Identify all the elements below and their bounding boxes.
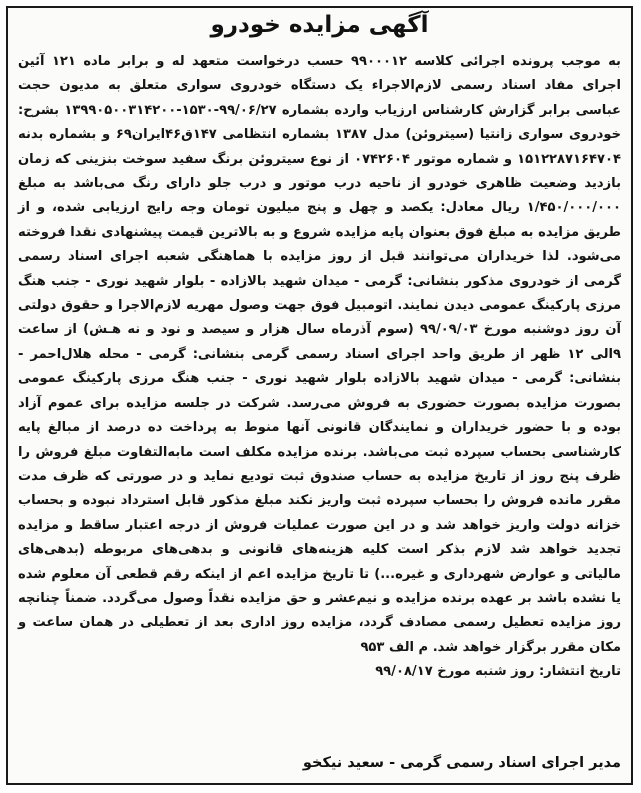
- notice-title: آگهی مزایده خودرو: [210, 12, 429, 38]
- notice-frame: [6, 6, 633, 785]
- notice-signature: مدیر اجرای اسناد رسمی گرمی - سعید نیکخو: [302, 755, 621, 771]
- publication-date: تاریخ انتشار: روز شنبه مورخ ۹۹/۰۸/۱۷: [375, 664, 621, 680]
- notice-body-paragraph: به موجب پرونده اجرائی کلاسه ۹۹۰۰۰۱۲ حسب درخواست متعهد له و برابر ماده ۱۲۱ آئین اجرای مفاد اسناد رسمی لازم‌الاجراء یک دستگاه خودروی سواری متعلق به مدیون حجت عباسی برابر گزارش کارشناس ارزیاب وارده بشماره ۹۹/۰۶/۲۷-۱۵۳۰-۱۳۹۹۰۵۰۰۳۱۴۲۰۰ بشرح: خودروی سواری زانتیا (سیتروئن) مدل ۱۳۸۷ بشماره انتظامی ۱۴۷ق۴۶ایران۶۹ و بشماره بدنه ۱۵۱۲۲۸۷۱۶۴۷۰۴ و شماره موتور ۰۷۴۲۶۰۴ از نوع سیتروئن برنگ سفید سوخت بنزینی که زمان بازدید وضعیت ظاهری خودرو از ناحیه درب موتور و درب جلو دارای رنگ می‌باشد به مبلغ ۱/۴۵۰/۰۰۰/۰۰۰ ریال معادل: یکصد و چهل و پنج میلیون تومان وجه رایج ارزیابی شده، و از طریق مزایده به مبلغ فوق بعنوان پایه مزایده شروع و به بالاترین قیمت پیشنهادی نقدا فروخته می‌شود. لذا خریداران می‌توانند قبل از روز مزایده با هماهنگی شعبه اجرای اسناد رسمی گرمی از خودروی مذکور بنشانی: گرمی - میدان شهید بالازاده - بلوار شهید نوری - جنب هنگ مرزی پارکینگ عمومی دیدن نمایند. اتومبیل فوق جهت وصول مهریه لازم‌الاجرا و حقوق دولتی آن روز دوشنبه مورخ ۹۹/۰۹/۰۳ (سوم آذرماه سال هزار و سیصد و نود و نه هـش) از ساعت ۹الی ۱۲ ظهر از طریق واحد اجرای اسناد رسمی گرمی بنشانی: گرمی - محله هلال‌احمر - بنشانی: گرمی - میدان شهید بالازاده بلوار شهید نوری - جنب هنگ مرزی پارکینگ عمومی بصورت مزایده بصورت حضوری به فروش می‌رسد. شرکت در جلسه مزایده برای عموم آزاد بوده و با حضور خریداران و نمایندگان قانونی آنها منوط به پرداخت ده درصد از مبالغ پایه کارشناسی بحساب سپرده ثبت می‌باشد. برنده مزایده مکلف است مابه‌التفاوت مبلغ فروش را ظرف پنج روز از تاریخ مزایده به حساب صندوق ثبت تودیع نماید و در صورتی که ظرف مدت مقرر مانده فروش را بحساب سپرده ثبت واریز نکند مبلغ مذکور قابل استرداد نبوده و بحساب خزانه دولت واریز خواهد شد و در این صورت عملیات فروش از درجه اعتبار ساقط و مزایده تجدید خواهد شد لازم بذکر است کلیه هزینه‌های قانونی و بدهی‌های مربوطه (بدهی‌های مالیاتی و عوارض شهرداری و غیره...) تا تاریخ مزایده اعم از اینکه رقم قطعی آن معلوم شده یا نشده باشد بر عهده برنده مزایده و نیم‌عشر و حق مزایده نقداً وصول می‌گردد. ضمناً چنانچه روز مزایده تعطیل رسمی مصادف گردد، مزایده روز اداری بعد از تعطیلی در همان ساعت و مکان مقرر برگزار خواهد شد. م الف ۹۵۳: [18, 54, 622, 655]
- notice-body: [18, 50, 621, 685]
